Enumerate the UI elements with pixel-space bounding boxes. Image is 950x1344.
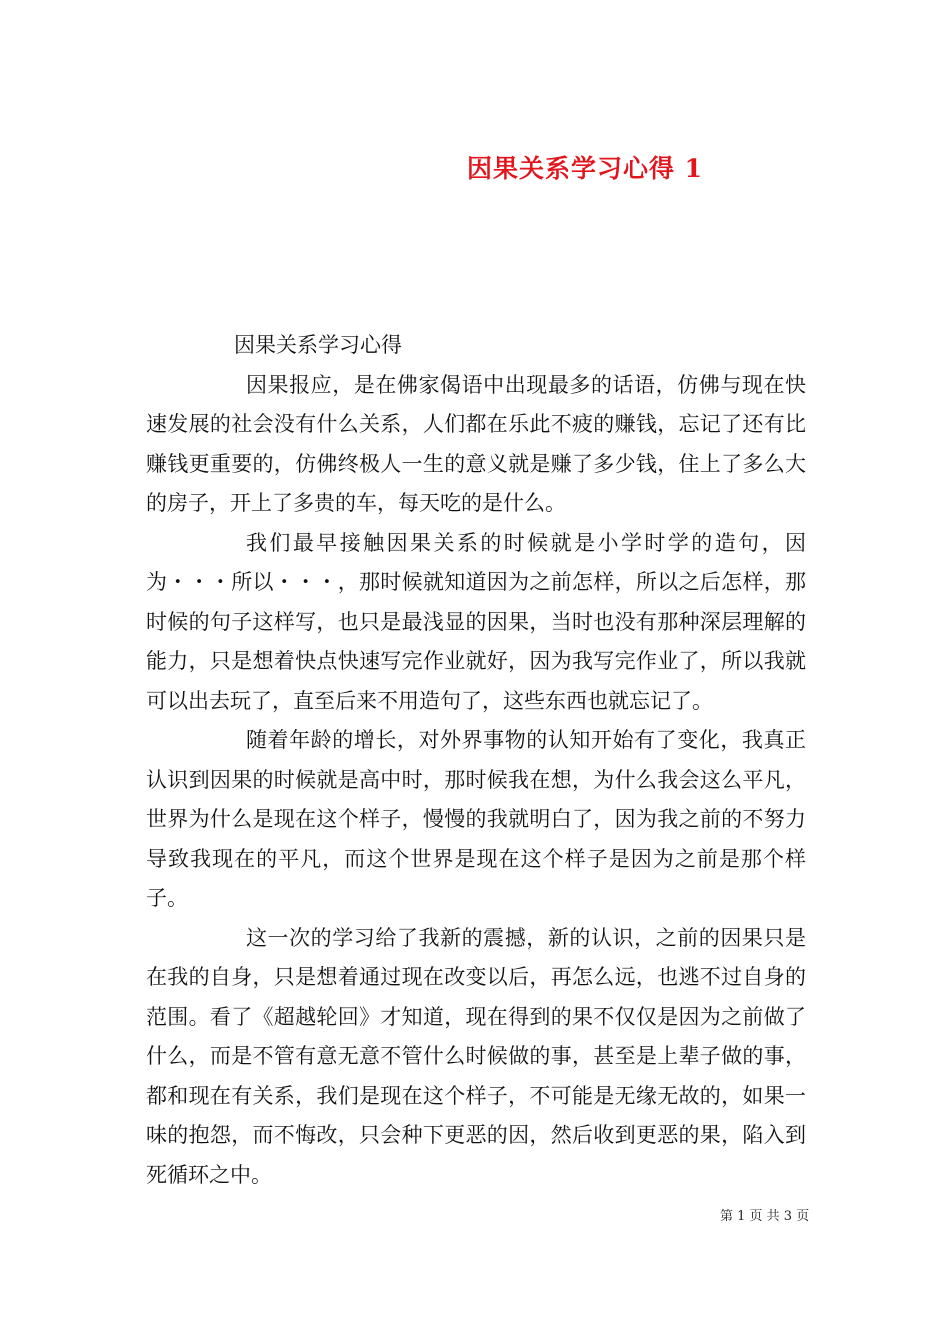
paragraph-3: 随着年龄的增长，对外界事物的认知开始有了变化，我真正认识到因果的时候就是高中时，那时候我在想，为什么我会这么平凡，世界为什么是现在这个样子，慢慢的我就明白了，因为我之前的不努力导致我现在的平凡，而这个世界是现在这个样子是因为之前是那个样子。 [146,728,806,910]
document-title: 因果关系学习心得 1 [466,153,704,183]
page-number: 第 1 页 共 3 页 [720,1209,810,1224]
paragraph-4: 这一次的学习给了我新的震撼，新的认识，之前的因果只是在我的自身，只是想着通过现在改变以后，再怎么远，也逃不过自身的范围。看了《超越轮回》才知道，现在得到的果不仅仅是因为之前做了什么，而是不管有意无意不管什么时候做的事，甚至是上辈子做的事，都和现在有关系，我们是现在这个样子，不可能是无缘无故的，如果一味的抱怨，而不悔改，只会种下更恶的因，然后收到更恶的果，陷入到死循环之中。 [146,925,806,1187]
document-body [146,326,806,1195]
paragraph-1: 因果报应，是在佛家偈语中出现最多的话语，仿佛与现在快速发展的社会没有什么关系，人们都在乐此不疲的赚钱，忘记了还有比赚钱更重要的，仿佛终极人一生的意义就是赚了多少钱，住上了多么大的房子，开上了多贵的车，每天吃的是什么。 [146,372,806,515]
document-subtitle: 因果关系学习心得 [234,333,402,357]
paragraph-2: 我们最早接触因果关系的时候就是小学时学的造句，因为・・・所以・・・，那时候就知道因为之前怎样，所以之后怎样，那时候的句子这样写，也只是最浅显的因果，当时也没有那种深层理解的能力，只是想着快点快速写完作业就好，因为我写完作业了，所以我就可以出去玩了，直至后来不用造句了，这些东西也就忘记了。 [146,530,806,713]
